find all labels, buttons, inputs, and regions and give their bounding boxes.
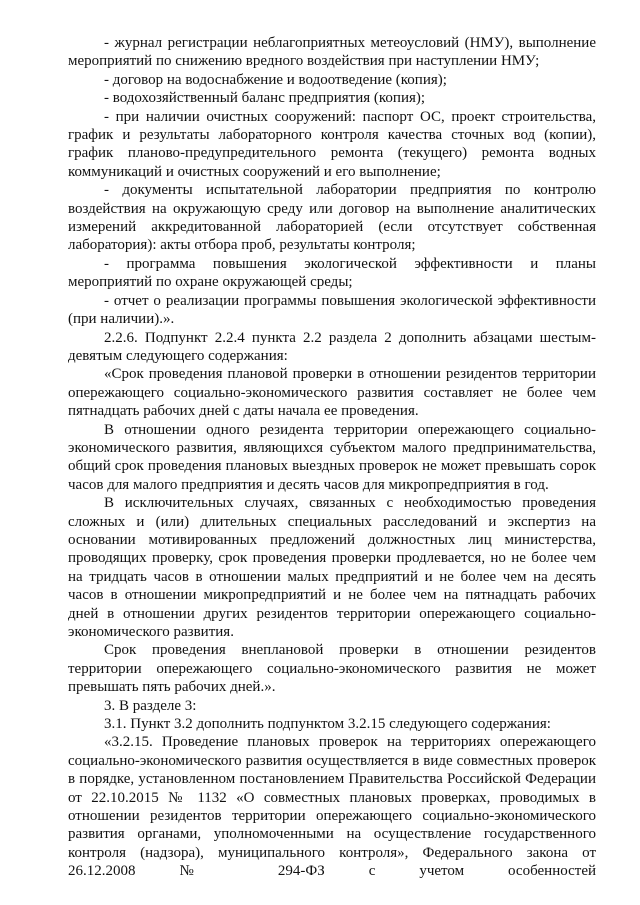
paragraph-unscheduled-inspection: Срок проведения внеплановой проверки в отношении резидентов территории опережающего социально-экономического развития не может превышать пять рабочих дней.». [68, 642, 596, 696]
paragraph-clause-3-1: 3.1. Пункт 3.2 дополнить подпунктом 3.2.15 следующего содержания: [104, 716, 551, 733]
paragraph-clause-3-2-15: «3.2.15. Проведение плановых проверок на территориях опережающего социально-экономического развития осуществляется в виде совместных проверок в порядке, установленном постановлением Правительства Российской Федерации от 22.10.2015 № 1132 «О совместных плановых проверках, проводимых в отношении резидентов территории опережающего социально-экономического развития органами, уполномоченными на осуществление государственного контроля (надзора), муниципального контроля», Федерального закона от 26.12.2008 № 294-ФЗ с учетом особенностей [68, 734, 596, 880]
paragraph-exceptional-cases: В исключительных случаях, связанных с необходимостью проведения сложных и (или) длительных специальных расследований и экспертиз на основании мотивированных предложений должностных лиц министерства, проводящих проверку, срок проведения проверки продлевается, но не более чем на тридцать часов в отношении малых предприятий и не более чем на десять часов в отношении микропредприятий и не более чем на пятнадцать рабочих дней в отношении других резидентов территории опережающего социально-экономического развития. [68, 495, 596, 640]
paragraph-small-business-term: В отношении одного резидента территории опережающего социально-экономического развития, являющихся субъектом малого предпринимательства, общий срок проведения плановых выездных проверок не может превышать сорок часов для малого предприятия и десять часов для микропредприятия в год. [68, 421, 596, 493]
paragraph-lab-documents: - документы испытательной лаборатории предприятия по контролю воздействия на окружающую среду или договор на выполнение аналитических измерений аккредитованной лабораторией (если отсутствует собственная лаборатория): акты отбора проб, результаты контроля; [68, 182, 596, 254]
paragraph-water-contract: - договор на водоснабжение и водоотведение (копия); [104, 71, 447, 88]
paragraph-treatment-facilities: - при наличии очистных сооружений: паспорт ОС, проект строительства, график и результаты лабораторного контроля качества сточных вод (копии), график планово-предупредительного ремонта (текущего) ремонта водных коммуникаций и очистных сооружений и его выполнение; [68, 108, 596, 180]
paragraph-section-3: 3. В разделе 3: [104, 697, 197, 714]
paragraph-planned-inspection-term: «Срок проведения плановой проверки в отношении резидентов территории опережающего социально-экономического развития составляет не более чем пятнадцать рабочих дней с даты начала ее проведения. [68, 366, 596, 420]
document-page [68, 34, 596, 881]
paragraph-eco-program: - программа повышения экологической эффективности и планы мероприятий по охране окружающей среды; [68, 255, 596, 291]
paragraph-eco-report: - отчет о реализации программы повышения экологической эффективности (при наличии).». [68, 292, 596, 328]
paragraph-water-balance: - водохозяйственный баланс предприятия (копия); [104, 90, 426, 107]
paragraph-clause-2-2-6: 2.2.6. Подпункт 2.2.4 пункта 2.2 раздела 2 дополнить абзацами шестым-девятым следующего содержания: [68, 329, 596, 364]
paragraph-nmu-journal: - журнал регистрации неблагоприятных метеоусловий (НМУ), выполнение мероприятий по снижению вредного воздействия при наступлении НМУ; [68, 35, 596, 70]
